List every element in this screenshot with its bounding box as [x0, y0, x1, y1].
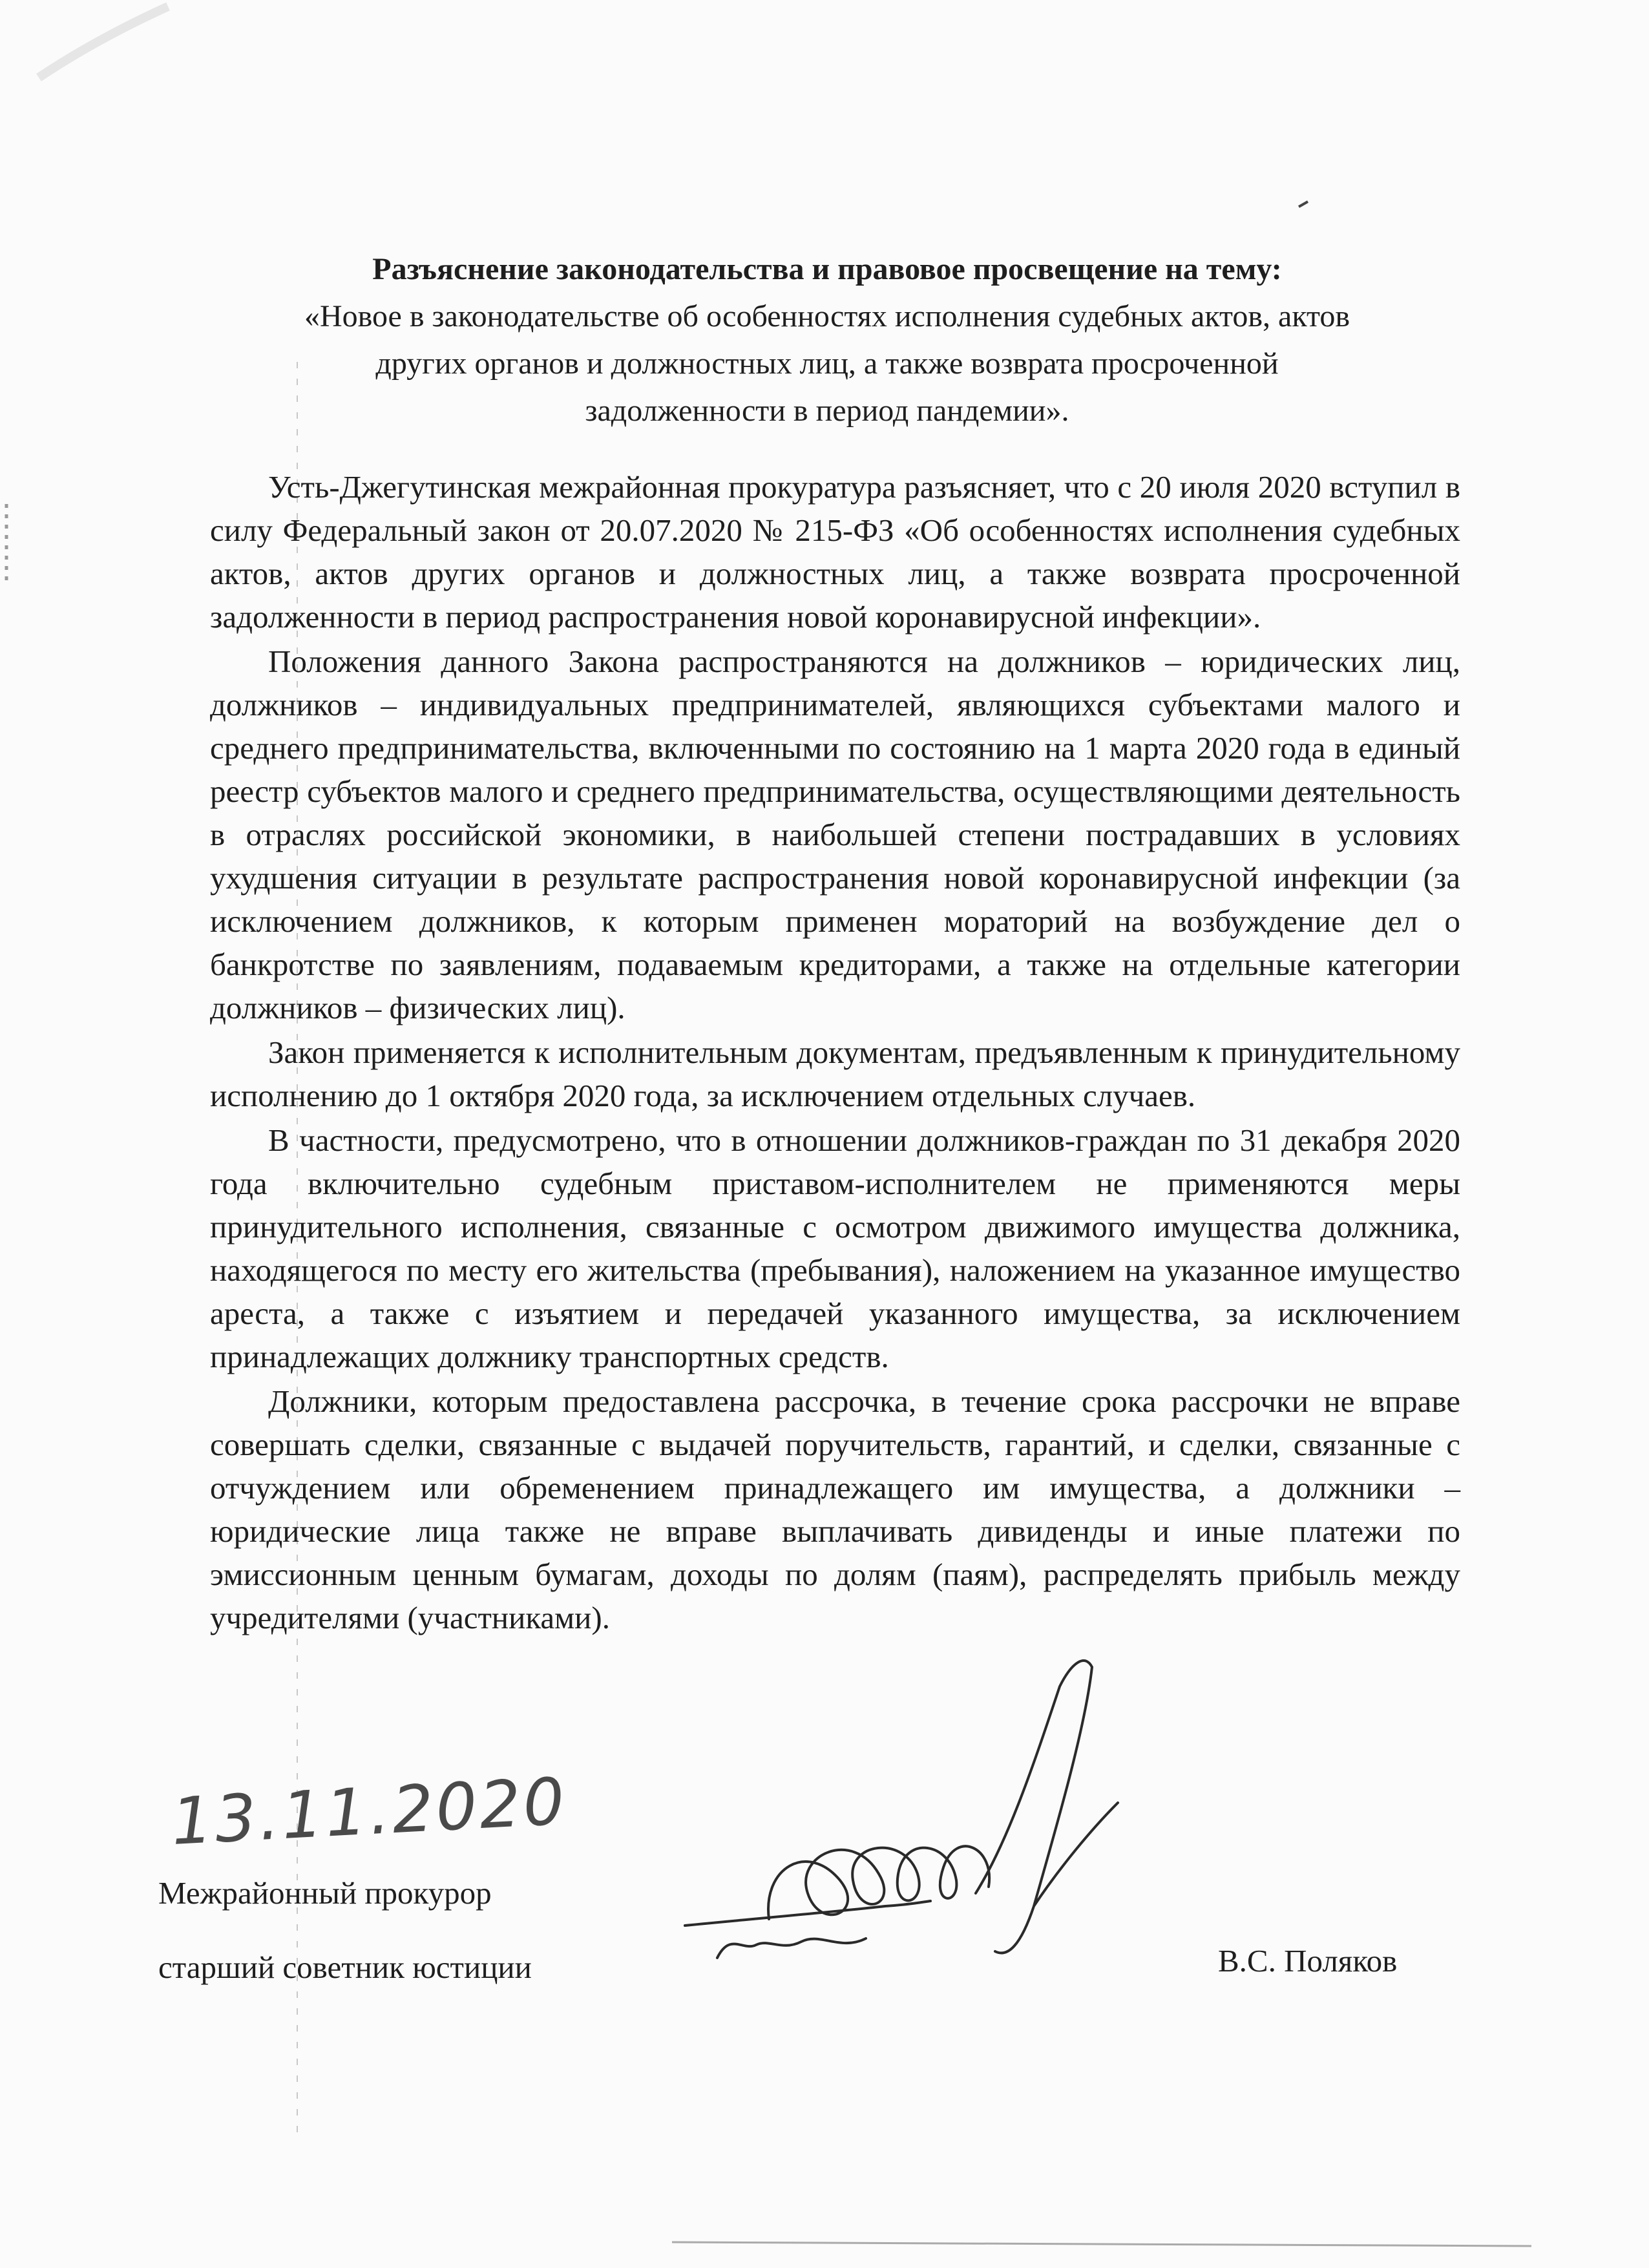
handwritten-signature	[672, 1648, 1124, 1984]
signatory-name: В.С. Поляков	[1218, 1943, 1398, 1979]
document-body	[210, 465, 1460, 1639]
paragraph: Должники, которым предоставлена рассрочка, в течение срока рассрочки не вправе совершать сделки, связанные с выдачей поручительств, гарантий, и сделки, связанные с отчуждением или обременением принадлежащего им имущества, а должники – юридические лица также не вправе выплачивать дивиденды и иные платежи по эмиссионным ценным бумагам, доходы по долям (паям), распределять прибыль между учредителями (участниками).	[210, 1383, 1460, 1635]
title-line: других органов и должностных лиц, а также возврата просроченной	[375, 346, 1279, 381]
signatory-position: Межрайонный прокурор	[158, 1875, 492, 1911]
paragraph: В частности, предусмотрено, что в отношении должников-граждан по 31 декабря 2020 года включительно судебным приставом-исполнителем не применяются меры принудительного исполнения, связанные с осмотром движимого имущества должника, находящегося по месту его жительства (пребывания), наложением на указанное имущество ареста, а также с изъятием и передачей указанного имущества, за исключением принадлежащих должнику транспортных средств.	[210, 1122, 1460, 1374]
signatory-rank: старший советник юстиции	[158, 1949, 532, 1985]
paragraph: Положения данного Закона распространяются на должников – юридических лиц, должников – индивидуальных предпринимателей, являющихся субъектами малого и среднего предпринимательства, включенными по состоянию на 1 марта 2020 года в единый реестр субъектов малого и среднего предпринимательства, осуществляющими деятельность в отраслях российской экономики, в наибольшей степени пострадавших в условиях ухудшения ситуации в результате распространения новой коронавирусной инфекции (за исключением должников, к которым применен мораторий на возбуждение дел о банкротстве по заявлениям, подаваемым кредиторами, а также на отдельные категории должников – физических лиц).	[210, 644, 1460, 1025]
title-line: Разъяснение законодательства и правовое просвещение на тему:	[372, 252, 1282, 286]
title-line: «Новое в законодательстве об особенностях исполнения судебных актов, актов	[304, 299, 1350, 333]
paragraph: Усть-Джегутинская межрайонная прокуратура разъясняет, что с 20 июля 2020 вступил в силу Федеральный закон от 20.07.2020 № 215-ФЗ «Об особенностях исполнения судебных актов, актов других органов и должностных лиц, а также возврата просроченной задолженности в период распространения новой коронавирусной инфекции».	[210, 469, 1460, 635]
title-line: задолженности в период пандемии».	[585, 394, 1069, 428]
handwritten-date: 13.11.2020	[169, 1763, 569, 1860]
document-title	[194, 246, 1460, 434]
paragraph: Закон применяется к исполнительным документам, предъявленным к принудительному исполнению до 1 октября 2020 года, за исключением отдельных случаев.	[210, 1034, 1460, 1113]
